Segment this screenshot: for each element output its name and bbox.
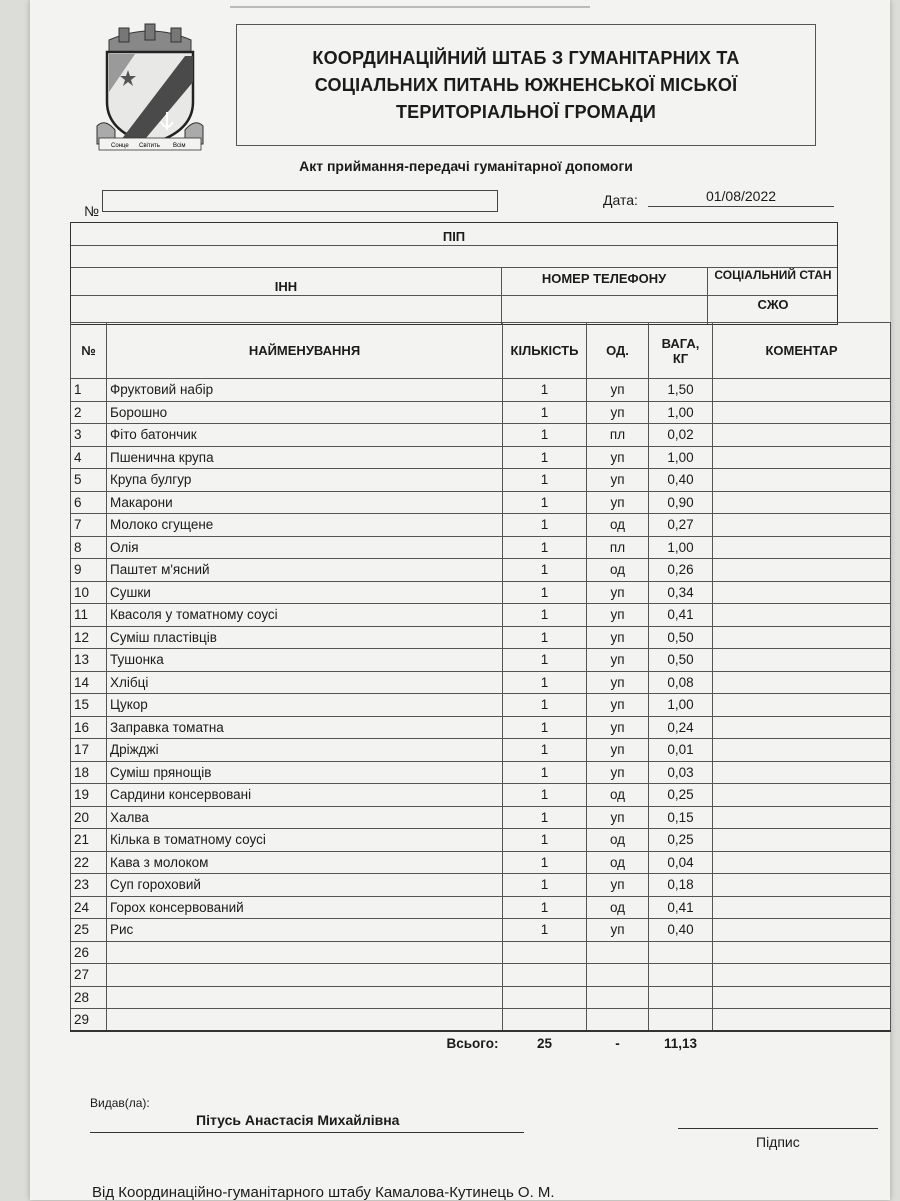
row-num: 28 bbox=[71, 986, 107, 1009]
row-unit: од bbox=[587, 896, 649, 919]
table-row bbox=[71, 581, 891, 604]
row-name bbox=[107, 941, 503, 964]
row-qty: 1 bbox=[503, 604, 587, 627]
row-qty: 1 bbox=[503, 536, 587, 559]
row-qty: 1 bbox=[503, 401, 587, 424]
row-qty bbox=[503, 964, 587, 987]
row-weight: 0,26 bbox=[649, 559, 713, 582]
row-name: Суміш прянощів bbox=[107, 761, 503, 784]
row-qty: 1 bbox=[503, 491, 587, 514]
row-name: Суміш пластівців bbox=[107, 626, 503, 649]
row-name: Фруктовий набір bbox=[107, 379, 503, 402]
table-row bbox=[71, 626, 891, 649]
row-unit: од bbox=[587, 514, 649, 537]
row-comment bbox=[713, 761, 891, 784]
row-qty: 1 bbox=[503, 874, 587, 897]
row-num: 5 bbox=[71, 469, 107, 492]
phone-label: НОМЕР ТЕЛЕФОНУ bbox=[541, 271, 667, 286]
row-weight: 1,00 bbox=[649, 536, 713, 559]
row-num: 25 bbox=[71, 919, 107, 942]
row-weight: 1,00 bbox=[649, 446, 713, 469]
row-num: 10 bbox=[71, 581, 107, 604]
row-qty: 1 bbox=[503, 761, 587, 784]
row-comment bbox=[713, 806, 891, 829]
row-name: Олія bbox=[107, 536, 503, 559]
row-num: 13 bbox=[71, 649, 107, 672]
row-weight: 0,40 bbox=[649, 469, 713, 492]
table-row bbox=[71, 401, 891, 424]
row-unit: уп bbox=[587, 716, 649, 739]
table-row bbox=[71, 604, 891, 627]
row-weight: 1,50 bbox=[649, 379, 713, 402]
row-name: Сушки bbox=[107, 581, 503, 604]
row-num: 23 bbox=[71, 874, 107, 897]
row-name: Халва bbox=[107, 806, 503, 829]
row-qty: 1 bbox=[503, 919, 587, 942]
row-unit: уп bbox=[587, 604, 649, 627]
row-unit: уп bbox=[587, 649, 649, 672]
row-qty: 1 bbox=[503, 379, 587, 402]
row-num: 6 bbox=[71, 491, 107, 514]
social-status-label: СОЦІАЛЬНИЙ СТАН bbox=[714, 268, 832, 282]
row-qty: 1 bbox=[503, 829, 587, 852]
row-qty: 1 bbox=[503, 694, 587, 717]
row-name: Паштет м'ясний bbox=[107, 559, 503, 582]
row-name: Цукор bbox=[107, 694, 503, 717]
row-num: 16 bbox=[71, 716, 107, 739]
row-name: Хлібці bbox=[107, 671, 503, 694]
row-weight: 0,41 bbox=[649, 896, 713, 919]
row-weight bbox=[649, 1009, 713, 1032]
row-name: Заправка томатна bbox=[107, 716, 503, 739]
row-weight: 1,00 bbox=[649, 694, 713, 717]
row-qty: 1 bbox=[503, 581, 587, 604]
row-unit: уп bbox=[587, 739, 649, 762]
row-num: 9 bbox=[71, 559, 107, 582]
row-unit: уп bbox=[587, 581, 649, 604]
row-num: 8 bbox=[71, 536, 107, 559]
row-weight: 0,40 bbox=[649, 919, 713, 942]
row-name: Квасоля у томатному соусі bbox=[107, 604, 503, 627]
row-comment bbox=[713, 401, 891, 424]
row-unit bbox=[587, 941, 649, 964]
row-weight: 0,34 bbox=[649, 581, 713, 604]
social-status-value: СЖО bbox=[757, 297, 789, 312]
row-unit: од bbox=[587, 851, 649, 874]
row-comment bbox=[713, 896, 891, 919]
table-row bbox=[71, 694, 891, 717]
table-row bbox=[71, 829, 891, 852]
date-label: Дата: bbox=[603, 192, 638, 208]
table-row bbox=[71, 761, 891, 784]
inn-label: ІНН bbox=[274, 279, 298, 294]
row-comment bbox=[713, 671, 891, 694]
crest-motto-3: Всім bbox=[173, 143, 186, 149]
table-row bbox=[71, 446, 891, 469]
issuer-line bbox=[90, 1132, 524, 1133]
header-num: № bbox=[71, 323, 107, 379]
total-weight: 11,13 bbox=[649, 1031, 713, 1055]
row-weight: 0,03 bbox=[649, 761, 713, 784]
signature-line bbox=[678, 1128, 878, 1129]
header-title-box bbox=[236, 24, 816, 146]
row-name: Макарони bbox=[107, 491, 503, 514]
row-num: 15 bbox=[71, 694, 107, 717]
row-unit: пл bbox=[587, 424, 649, 447]
row-num: 1 bbox=[71, 379, 107, 402]
row-weight: 0,02 bbox=[649, 424, 713, 447]
row-qty bbox=[503, 986, 587, 1009]
pib-label: ПІП bbox=[442, 229, 466, 244]
row-weight: 1,00 bbox=[649, 401, 713, 424]
table-row bbox=[71, 874, 891, 897]
header-name: НАЙМЕНУВАННЯ bbox=[107, 323, 503, 379]
row-unit: од bbox=[587, 784, 649, 807]
row-weight: 0,90 bbox=[649, 491, 713, 514]
items-table bbox=[70, 322, 891, 1055]
table-row bbox=[71, 514, 891, 537]
table-row bbox=[71, 851, 891, 874]
row-qty: 1 bbox=[503, 784, 587, 807]
row-unit: уп bbox=[587, 694, 649, 717]
row-name: Молоко сгущене bbox=[107, 514, 503, 537]
header-unit: ОД. bbox=[587, 323, 649, 379]
row-unit: уп bbox=[587, 446, 649, 469]
row-unit: уп bbox=[587, 626, 649, 649]
row-comment bbox=[713, 919, 891, 942]
row-num: 7 bbox=[71, 514, 107, 537]
row-weight: 0,50 bbox=[649, 649, 713, 672]
total-row bbox=[71, 1031, 891, 1055]
row-comment bbox=[713, 491, 891, 514]
row-name: Дріжджі bbox=[107, 739, 503, 762]
table-row bbox=[71, 739, 891, 762]
row-unit: пл bbox=[587, 536, 649, 559]
table-row bbox=[71, 896, 891, 919]
table-row bbox=[71, 649, 891, 672]
row-comment bbox=[713, 559, 891, 582]
row-num: 18 bbox=[71, 761, 107, 784]
header-weight: ВАГА, КГ bbox=[649, 323, 713, 379]
table-row bbox=[71, 536, 891, 559]
row-qty: 1 bbox=[503, 424, 587, 447]
row-name: Кілька в томатному соусі bbox=[107, 829, 503, 852]
row-name: Суп гороховий bbox=[107, 874, 503, 897]
row-name bbox=[107, 1009, 503, 1032]
row-comment bbox=[713, 716, 891, 739]
row-num: 14 bbox=[71, 671, 107, 694]
row-num: 20 bbox=[71, 806, 107, 829]
row-num: 12 bbox=[71, 626, 107, 649]
row-name: Пшенична крупа bbox=[107, 446, 503, 469]
header-qty: КІЛЬКІСТЬ bbox=[503, 323, 587, 379]
row-num: 2 bbox=[71, 401, 107, 424]
row-weight: 0,15 bbox=[649, 806, 713, 829]
row-weight: 0,25 bbox=[649, 784, 713, 807]
row-num: 4 bbox=[71, 446, 107, 469]
row-comment bbox=[713, 829, 891, 852]
row-name: Кава з молоком bbox=[107, 851, 503, 874]
row-comment bbox=[713, 514, 891, 537]
table-row bbox=[71, 784, 891, 807]
crest-motto-2: Світить bbox=[139, 143, 160, 149]
row-num: 29 bbox=[71, 1009, 107, 1032]
row-comment bbox=[713, 784, 891, 807]
table-row bbox=[71, 424, 891, 447]
row-unit: уп bbox=[587, 671, 649, 694]
row-qty: 1 bbox=[503, 514, 587, 537]
row-comment bbox=[713, 626, 891, 649]
issued-by-label: Видав(ла): bbox=[90, 1096, 150, 1110]
row-comment bbox=[713, 1009, 891, 1032]
row-weight: 0,27 bbox=[649, 514, 713, 537]
row-weight bbox=[649, 941, 713, 964]
coat-of-arms-icon bbox=[95, 22, 205, 154]
row-qty: 1 bbox=[503, 716, 587, 739]
row-name: Тушонка bbox=[107, 649, 503, 672]
number-label: № bbox=[84, 203, 100, 219]
row-name: Борошно bbox=[107, 401, 503, 424]
table-row bbox=[71, 941, 891, 964]
row-unit: од bbox=[587, 829, 649, 852]
row-comment bbox=[713, 536, 891, 559]
row-qty: 1 bbox=[503, 671, 587, 694]
row-unit: уп bbox=[587, 469, 649, 492]
row-weight: 0,18 bbox=[649, 874, 713, 897]
row-comment bbox=[713, 851, 891, 874]
row-comment bbox=[713, 469, 891, 492]
row-name: Фіто батончик bbox=[107, 424, 503, 447]
row-name bbox=[107, 964, 503, 987]
act-title: Акт приймання-передачі гуманітарної допомоги bbox=[299, 158, 633, 174]
row-num: 19 bbox=[71, 784, 107, 807]
header-title: КООРДИНАЦІЙНИЙ ШТАБ З ГУМАНІТАРНИХ ТА СОЦІАЛЬНИХ ПИТАНЬ ЮЖНЕНСЬКОЇ МІСЬКОЇ ТЕРИТОРІАЛЬНОЇ ГРОМАДИ bbox=[312, 47, 740, 122]
row-name bbox=[107, 986, 503, 1009]
row-qty: 1 bbox=[503, 626, 587, 649]
row-qty: 1 bbox=[503, 739, 587, 762]
row-unit: уп bbox=[587, 761, 649, 784]
total-qty: 25 bbox=[503, 1031, 587, 1055]
row-unit: уп bbox=[587, 401, 649, 424]
number-field[interactable] bbox=[102, 190, 498, 212]
row-weight: 0,24 bbox=[649, 716, 713, 739]
table-row bbox=[71, 986, 891, 1009]
row-comment bbox=[713, 604, 891, 627]
row-qty bbox=[503, 941, 587, 964]
row-qty: 1 bbox=[503, 896, 587, 919]
row-num: 27 bbox=[71, 964, 107, 987]
issuer-name: Пітусь Анастасія Михайлівна bbox=[196, 1112, 400, 1128]
row-weight: 0,25 bbox=[649, 829, 713, 852]
row-unit: уп bbox=[587, 874, 649, 897]
table-row bbox=[71, 379, 891, 402]
row-weight: 0,01 bbox=[649, 739, 713, 762]
row-name: Сардини консервовані bbox=[107, 784, 503, 807]
table-row bbox=[71, 919, 891, 942]
footer-text: Від Координаційно-гуманітарного штабу Камалова-Кутинець О. М. bbox=[92, 1184, 555, 1201]
row-num: 17 bbox=[71, 739, 107, 762]
row-qty: 1 bbox=[503, 469, 587, 492]
table-header-row bbox=[71, 323, 891, 379]
table-row bbox=[71, 1009, 891, 1032]
total-empty-cell bbox=[713, 1031, 891, 1055]
row-weight bbox=[649, 964, 713, 987]
table-row bbox=[71, 806, 891, 829]
row-comment bbox=[713, 379, 891, 402]
recipient-info-block bbox=[70, 222, 838, 325]
row-unit: уп bbox=[587, 491, 649, 514]
table-row bbox=[71, 716, 891, 739]
table-row bbox=[71, 491, 891, 514]
row-unit: уп bbox=[587, 379, 649, 402]
row-comment bbox=[713, 986, 891, 1009]
table-row bbox=[71, 469, 891, 492]
top-strip bbox=[230, 0, 590, 8]
row-unit: уп bbox=[587, 919, 649, 942]
row-comment bbox=[713, 739, 891, 762]
total-unit: - bbox=[587, 1031, 649, 1055]
row-name: Рис bbox=[107, 919, 503, 942]
row-name: Горох консервований bbox=[107, 896, 503, 919]
row-comment bbox=[713, 649, 891, 672]
row-weight bbox=[649, 986, 713, 1009]
row-qty: 1 bbox=[503, 649, 587, 672]
row-unit bbox=[587, 964, 649, 987]
row-qty: 1 bbox=[503, 806, 587, 829]
row-weight: 0,41 bbox=[649, 604, 713, 627]
row-unit bbox=[587, 1009, 649, 1032]
row-unit: уп bbox=[587, 806, 649, 829]
total-empty-cell bbox=[71, 1031, 107, 1055]
row-num: 11 bbox=[71, 604, 107, 627]
row-weight: 0,04 bbox=[649, 851, 713, 874]
date-value: 01/08/2022 bbox=[648, 188, 834, 207]
row-comment bbox=[713, 581, 891, 604]
signature-label: Підпис bbox=[756, 1134, 800, 1150]
row-name: Крупа булгур bbox=[107, 469, 503, 492]
row-weight: 0,50 bbox=[649, 626, 713, 649]
row-num: 24 bbox=[71, 896, 107, 919]
row-comment bbox=[713, 694, 891, 717]
row-num: 21 bbox=[71, 829, 107, 852]
row-qty bbox=[503, 1009, 587, 1032]
row-num: 3 bbox=[71, 424, 107, 447]
row-comment bbox=[713, 964, 891, 987]
row-qty: 1 bbox=[503, 851, 587, 874]
row-qty: 1 bbox=[503, 446, 587, 469]
total-label: Всього: bbox=[107, 1031, 503, 1055]
row-comment bbox=[713, 941, 891, 964]
table-row bbox=[71, 964, 891, 987]
row-comment bbox=[713, 446, 891, 469]
table-row bbox=[71, 559, 891, 582]
row-weight: 0,08 bbox=[649, 671, 713, 694]
row-num: 22 bbox=[71, 851, 107, 874]
header-comment: КОМЕНТАР bbox=[713, 323, 891, 379]
crest-motto-1: Сонце bbox=[111, 143, 129, 149]
row-qty: 1 bbox=[503, 559, 587, 582]
row-unit: од bbox=[587, 559, 649, 582]
row-comment bbox=[713, 874, 891, 897]
row-comment bbox=[713, 424, 891, 447]
row-num: 26 bbox=[71, 941, 107, 964]
row-unit bbox=[587, 986, 649, 1009]
table-row bbox=[71, 671, 891, 694]
